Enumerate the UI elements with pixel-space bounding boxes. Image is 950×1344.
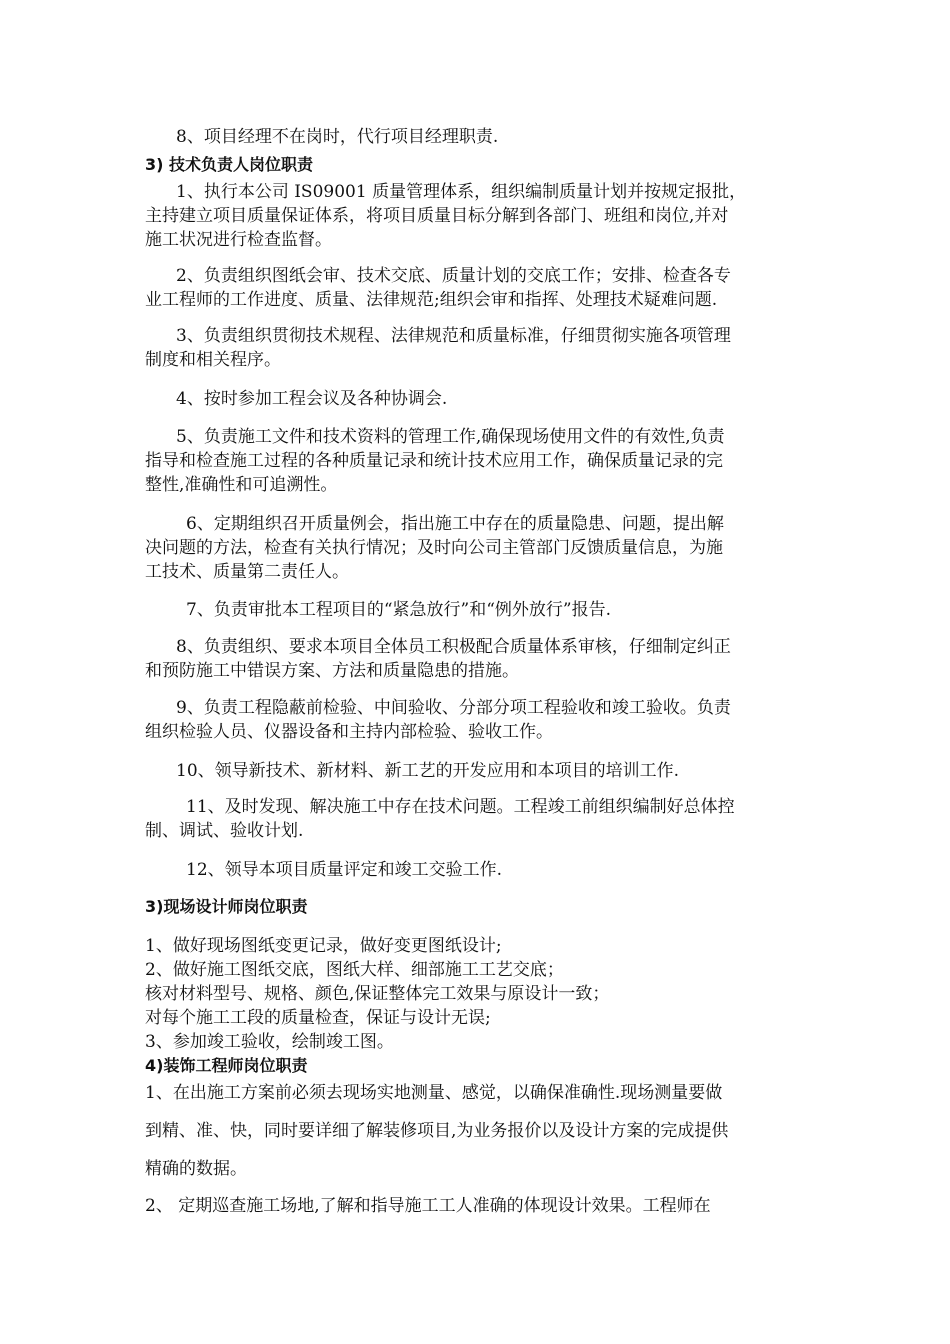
text-line: 指导和检查施工过程的各种质量记录和统计技术应用工作，确保质量记录的完 (145, 451, 723, 471)
text-line: 到精、准、快，同时要详细了解装修项目,为业务报价以及设计方案的完成提供 (145, 1121, 729, 1141)
text-line: 对每个施工工段的质量检查，保证与设计无误; (145, 1008, 491, 1028)
text-line: 2、 定期巡查施工场地,了解和指导施工工人准确的体现设计效果。工程师在 (145, 1196, 711, 1216)
text-line: 5、负责施工文件和技术资料的管理工作,确保现场使用文件的有效性,负责 (176, 427, 725, 447)
text-line: 工技术、质量第二责任人。 (145, 562, 349, 582)
text-line: 主持建立项目质量保证体系，将项目质量目标分解到各部门、班组和岗位,并对 (145, 206, 729, 226)
text-line: 制、调试、验收计划. (145, 821, 304, 841)
text-line: 3、负责组织贯彻技术规程、法律规范和质量标准，仔细贯彻实施各项管理 (176, 326, 731, 346)
text-line: 12、领导本项目质量评定和竣工交验工作. (186, 860, 503, 880)
text-line: 11、及时发现、解决施工中存在技术问题。工程竣工前组织编制好总体控 (186, 797, 735, 817)
text-line: 4、按时参加工程会议及各种协调会. (176, 389, 448, 409)
text-line: 10、领导新技术、新材料、新工艺的开发应用和本项目的培训工作. (176, 761, 680, 781)
text-line: 1、做好现场图纸变更记录，做好变更图纸设计; (145, 936, 502, 956)
text-line: 精确的数据。 (145, 1159, 247, 1179)
text-line: 3、参加竣工验收，绘制竣工图。 (145, 1032, 394, 1052)
text-line: 7、负责审批本工程项目的“紧急放行”和“例外放行”报告. (186, 600, 611, 620)
text-line: 整性,准确性和可追溯性。 (145, 475, 338, 495)
text-line: 核对材料型号、规格、颜色,保证整体完工效果与原设计一致； (145, 984, 610, 1004)
text-line: 制度和相关程序。 (145, 350, 281, 370)
text-line: 和预防施工中错误方案、方法和质量隐患的措施。 (145, 661, 519, 681)
text-line: 施工状况进行检查监督。 (145, 230, 332, 250)
text-line: 8、负责组织、要求本项目全体员工积极配合质量体系审核，仔细制定纠正 (176, 637, 731, 657)
text-line: 业工程师的工作进度、质量、法律规范;组织会审和指挥、处理技术疑难问题. (145, 290, 718, 310)
section-heading: 4)装饰工程师岗位职责 (145, 1056, 308, 1075)
section-heading: 3) 技术负责人岗位职责 (145, 155, 314, 174)
text-line: 组织检验人员、仪器设备和主持内部检验、验收工作。 (145, 722, 553, 742)
text-line: 决问题的方法，检查有关执行情况；及时向公司主管部门反馈质量信息，为施 (145, 538, 723, 558)
text-line: 8、项目经理不在岗时，代行项目经理职责. (176, 127, 499, 147)
text-line: 2、负责组织图纸会审、技术交底、质量计划的交底工作；安排、检查各专 (176, 266, 731, 286)
text-line: 6、定期组织召开质量例会，指出施工中存在的质量隐患、问题，提出解 (186, 514, 724, 534)
text-line: 9、负责工程隐蔽前检验、中间验收、分部分项工程验收和竣工验收。负责 (176, 698, 731, 718)
section-heading: 3)现场设计师岗位职责 (145, 897, 308, 916)
text-line: 1、在出施工方案前必须去现场实地测量、感觉，以确保准确性.现场测量要做 (145, 1083, 723, 1103)
text-line: 2、做好施工图纸交底，图纸大样、细部施工工艺交底； (145, 960, 564, 980)
text-line: 1、执行本公司 IS09001 质量管理体系，组织编制质量计划并按规定报批， (176, 182, 747, 202)
